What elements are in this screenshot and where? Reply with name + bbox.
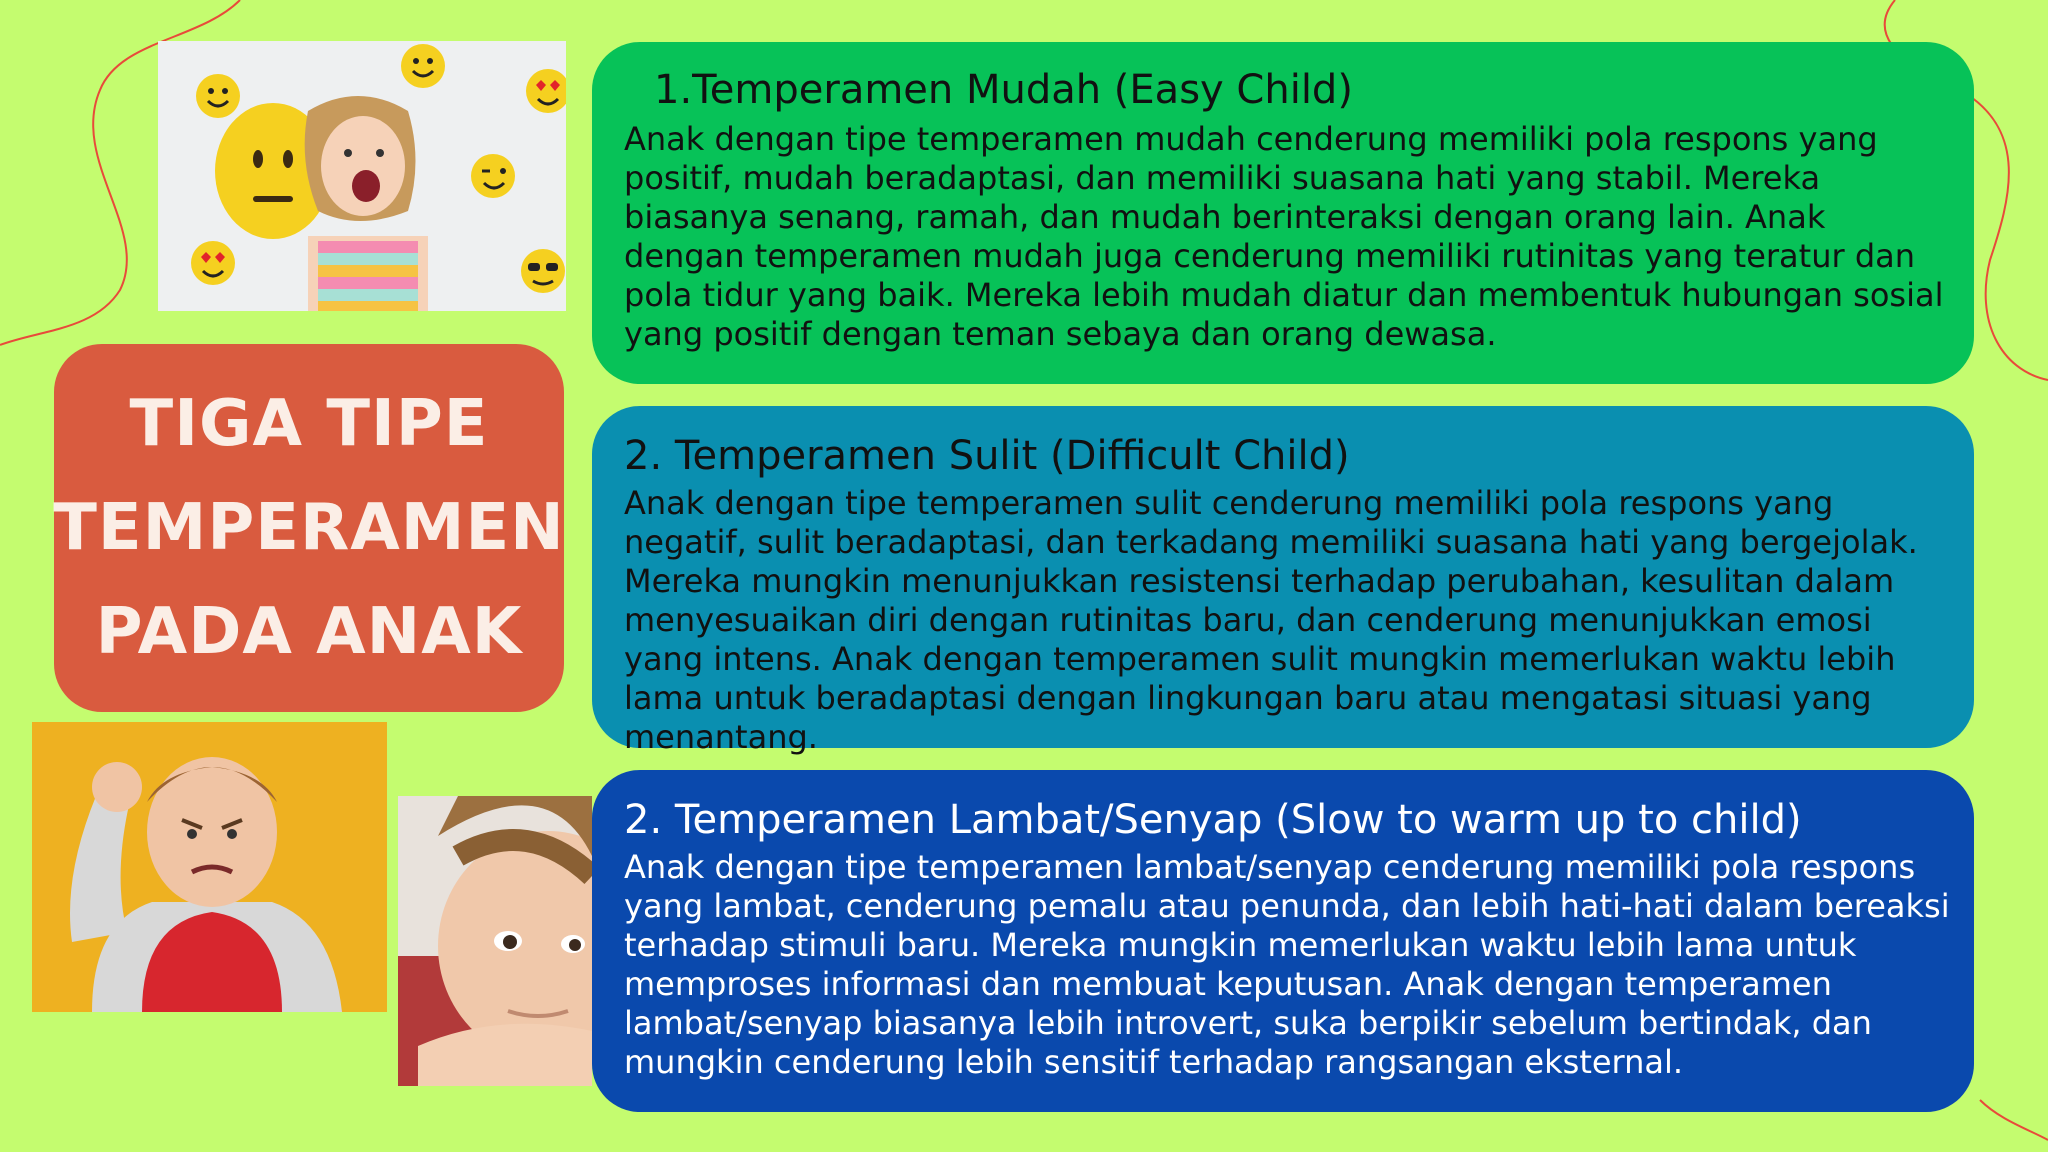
sunglasses-emoji-icon — [521, 249, 565, 293]
card-difficult-child — [592, 406, 1974, 756]
card-heading: 1.Temperamen Mudah (Easy Child) — [654, 67, 1353, 113]
card-heading: 2. Temperamen Sulit (Difficult Child) — [624, 433, 1350, 479]
girl-figure — [305, 96, 428, 311]
title-box — [54, 344, 564, 712]
heart-eyes-emoji-icon — [191, 241, 235, 285]
card-body: Anak dengan tipe temperamen mudah cenderung memiliki pola respons yang positif, mudah beradaptasi, dan memiliki suasana hati yang stabil. Mereka biasanya senang, ramah, dan mudah berinteraksi dengan orang lain. Anak dengan temperamen mudah juga cenderung memiliki rutinitas yang teratur dan pola tidur yang baik. Mereka lebih mudah diatur dan membentuk hubungan sosial yang positif dengan teman sebaya dan orang dewasa. — [624, 120, 1944, 353]
photo-angry-boy — [32, 722, 387, 1012]
card-heading: 2. Temperamen Lambat/Senyap (Slow to warm up to child) — [624, 797, 1802, 843]
title-line-1: TIGA TIPE — [129, 387, 489, 461]
wink-emoji-icon — [471, 154, 515, 198]
title-line-3: PADA ANAK — [95, 595, 523, 669]
card-body: Anak dengan tipe temperamen lambat/senyap cenderung memiliki pola respons yang lambat, cenderung pemalu atau penunda, dan lebih hati-hati dalam bereaksi terhadap stimuli baru. Mereka mungkin memerlukan waktu lebih lama untuk memproses informasi dan membuat keputusan. Anak dengan temperamen lambat/senyap biasanya lebih introvert, suka berpikir sebelum bertindak, dan mungkin cenderung lebih sensitif terhadap rangsangan eksternal. — [624, 848, 1950, 1081]
smiley-emoji-icon — [196, 74, 240, 118]
photo-girl-with-emojis — [158, 41, 566, 311]
card-body: Anak dengan tipe temperamen sulit cenderung memiliki pola respons yang negatif, sulit beradaptasi, dan terkadang memiliki suasana hati yang bergejolak. Mereka mungkin menunjukkan resistensi terhadap perubahan, kesulitan dalam menyesuaikan diri dengan rutinitas baru, dan cenderung menunjukkan emosi yang intens. Anak dengan temperamen sulit mungkin memerlukan waktu lebih lama untuk beradaptasi dengan lingkungan baru atau mengatasi situasi yang menantang. — [624, 484, 1918, 756]
card-easy-child — [592, 42, 1974, 384]
smiley-emoji-icon — [401, 44, 445, 88]
card-slow-to-warm-up — [592, 770, 1974, 1112]
photo-shy-boy — [398, 796, 592, 1086]
title-line-2: TEMPERAMEN — [53, 491, 565, 565]
